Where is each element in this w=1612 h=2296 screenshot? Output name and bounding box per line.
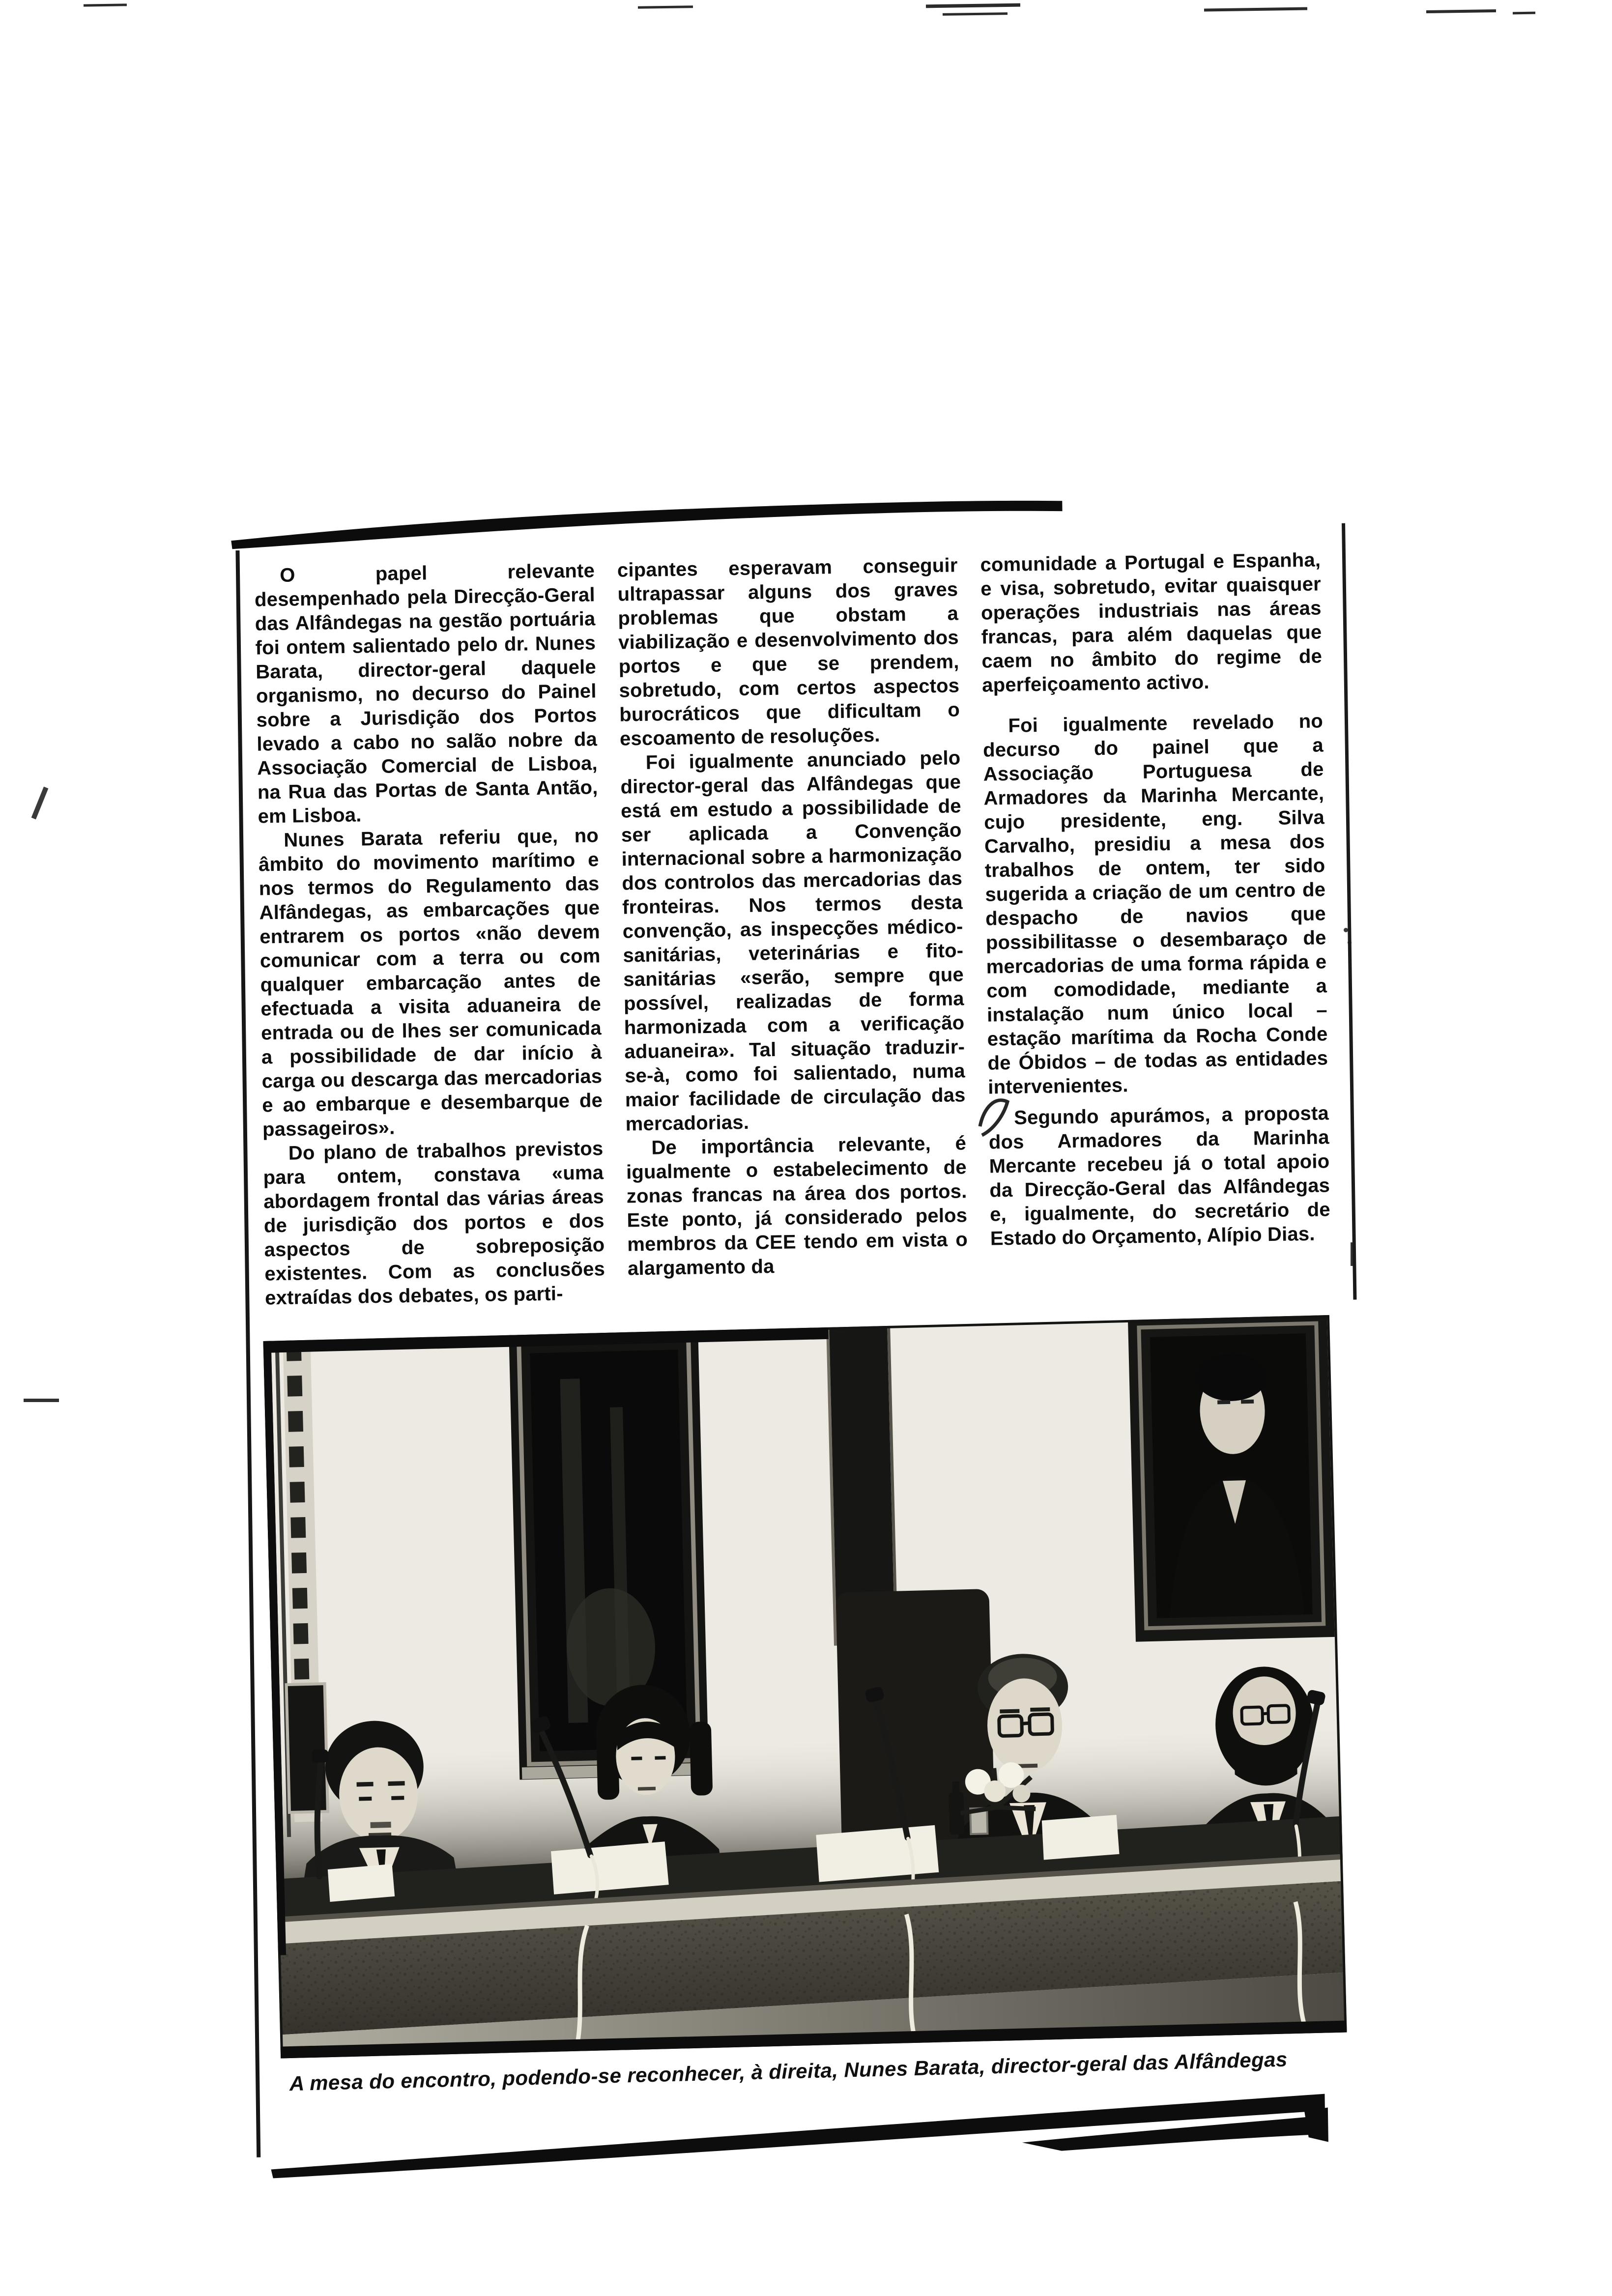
clipping-left-rule [235,550,260,2157]
newspaper-clipping [211,485,1396,2191]
paragraph: Foi igualmente revelado no decurso do painel que a Associação Portuguesa de Armadores da Marinha Mercante, cujo presidente, eng. Silva Carvalho, presidiu a mesa dos trabalhos de ontem, ter sido sugerida a criação de um centro de despacho de navios que possibilitasse o desembaraço de mercadorias de uma forma rápida e com comodidade, mediante a instalação num único local – estação marítima da Rocha Conde de Óbidos – de todas as entidades intervenientes. [982,710,1328,1098]
photo-caption: A mesa do encontro, podendo-se reconhecer, à direita, Nunes Barata, director-geral das Alfândegas [289,2047,1288,2095]
pen-mark [31,787,49,820]
photo-scene [263,1315,1347,2059]
article-columns [254,548,1331,1310]
clipping-right-rule [1342,523,1356,1300]
scan-artifact [943,12,1008,16]
scan-artifact [1204,7,1307,12]
paragraph: Foi igualmente anunciado pelo director-geral das Alfândegas que está em estudo a possibilidade de ser aplicada a Convenção internacional sobre a harmonização dos controlos das mercadorias das fronteiras. Nos termos desta convenção, as inspecções médico-sanitárias, veterinárias e fito-sanitárias «serão, sempre que possível, realizadas de forma harmonizada com a verificação aduaneira». Tal situação traduzir-se-à, como foi salientado, numa maior facilidade de circulação das mercadorias. [620,747,966,1135]
scan-artifact [926,3,1020,8]
paragraph: O papel relevante desempenhado pela Direcção-Geral das Alfândegas na gestão portuária foi ontem salientado pelo dr. Nunes Barata, director-geral daquele organismo, no decurso do Painel sobre a Jurisdição dos Portos levado a cabo no salão nobre da Associação Comercial de Lisboa, na Rua das Portas de Santa Antão, em Lisboa. [254,560,598,828]
scan-artifact [84,3,127,6]
article-column-1 [254,559,605,1310]
photo-portrait-frame-right [1128,1315,1335,1642]
paragraph: cipantes esperavam conseguir ultrapassar alguns dos graves problemas que obstam a viabilização e desenvolvimento dos portos e que se prendem, sobretudo, com certos aspectos burocráticos que dificultam o escoamento de resoluções. [617,554,960,750]
paragraph: comunidade a Portugal e Espanha, e visa, sobretudo, evitar quaisquer operações industriais nas áreas francas, para além daquelas que caem no âmbito do regime de aperfeiçoamento activo. [980,549,1323,696]
bottom-marker-rules [262,2078,1384,2191]
scan-artifact [638,5,693,9]
paragraph: Segundo apurámos, a proposta dos Armadores da Marinha Mercante recebeu já o total apoio da Direcção-Geral das Alfândegas e, igualmente, do secretário de Estado do Orçamento, Alípio Dias. [988,1102,1331,1250]
paragraph: Nunes Barata referiu que, no âmbito do movimento marítimo e nos termos do Regulamento das Alfândegas, as embarcações que entrarem os portos «não devem comunicar com a terra ou com qualquer embarcação antes de efectuada a visita aduaneira de entrada ou de lhes ser comunicada a possibilidade de dar início à carga ou descarga das mercadorias e ao embarque e desembarque de passageiros». [258,825,603,1141]
pen-mark [24,1399,59,1402]
paragraph: Do plano de trabalhos previstos para ontem, constava «uma abordagem frontal das várias áreas de jurisdição dos portos e dos aspectos de sobreposição existentes. Com as conclusões extraídas dos debates, os parti- [263,1138,605,1309]
article-column-2 [617,553,969,1305]
scan-artifact [1513,12,1535,15]
top-marker-rule [226,489,1071,556]
article-photo [263,1315,1347,2059]
article-column-3 [980,548,1331,1299]
paragraph: De importância relevante, é igualmente o estabelecimento de zonas francas na área dos portos. Este ponto, já considerado pelos membros da CEE tendo em vista o alargamento da [626,1132,968,1280]
scan-artifact [1426,9,1496,13]
